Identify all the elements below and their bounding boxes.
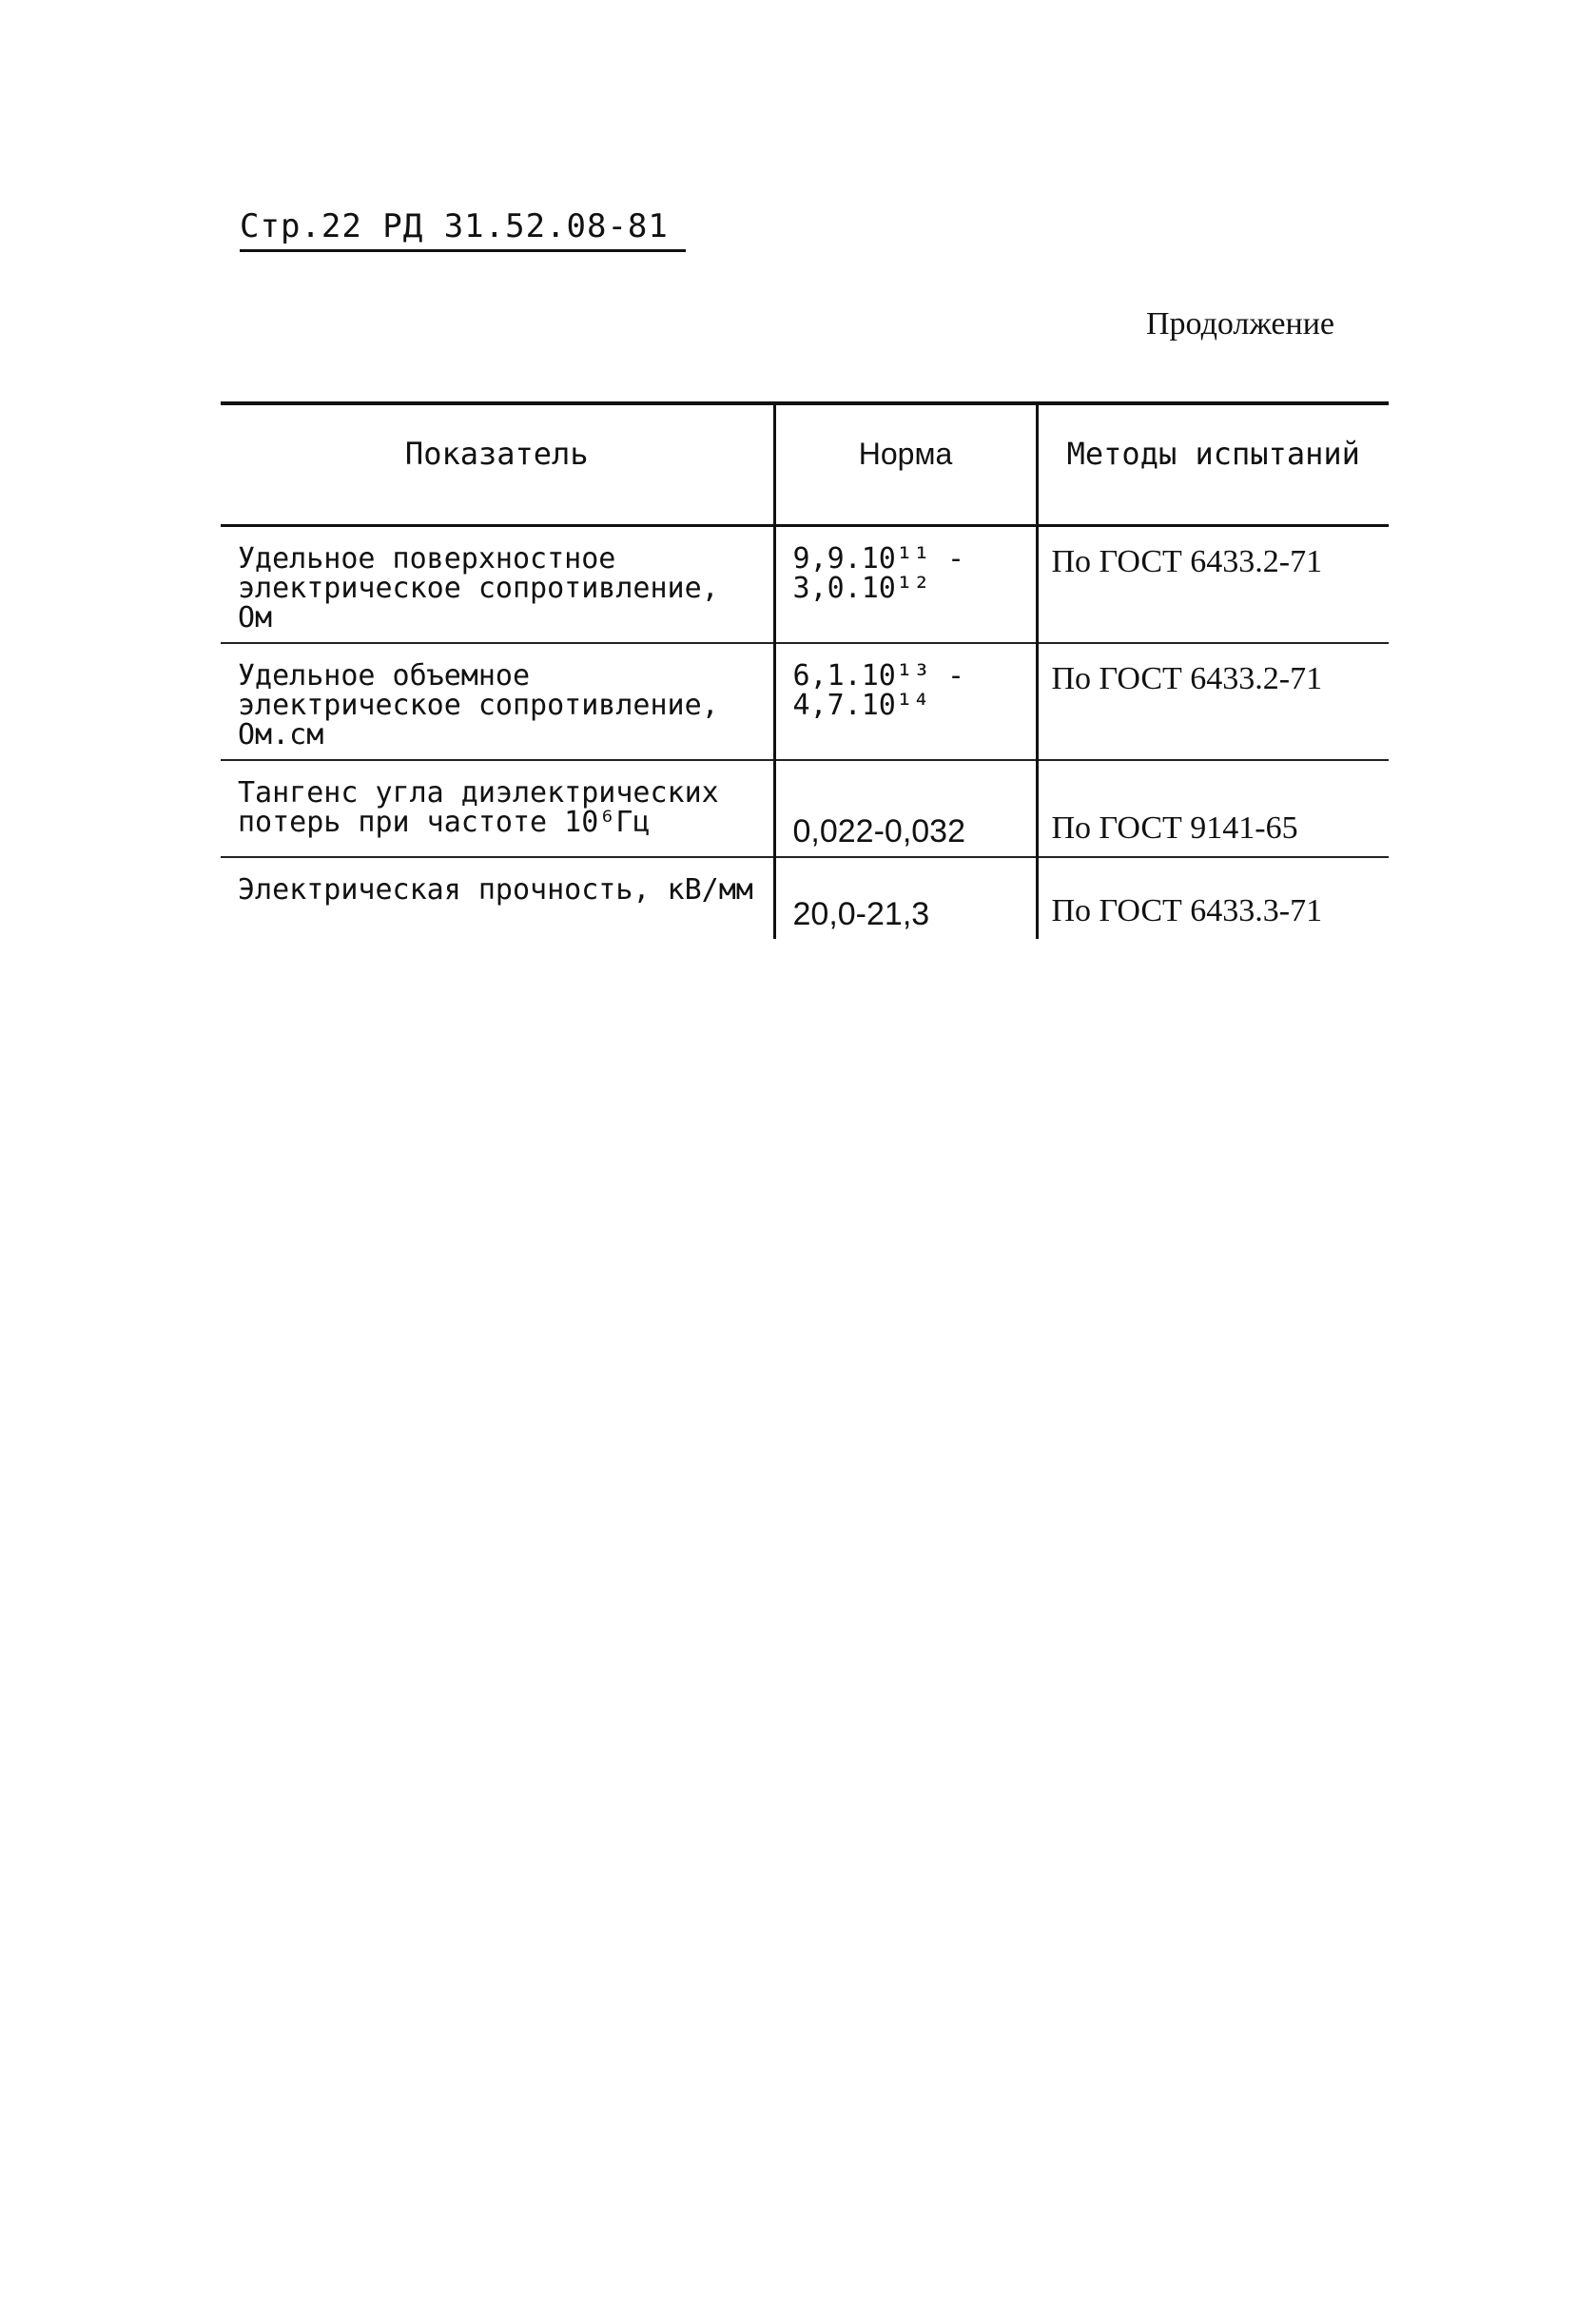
column-header-norm: Норма bbox=[774, 403, 1037, 525]
norm-cell bbox=[774, 525, 1037, 643]
norm-cell: 0,022-0,032 bbox=[774, 760, 1037, 857]
indicator-cell: Тангенс угла диэлектрических потерь при частоте 10⁶Гц bbox=[221, 760, 774, 857]
table-row bbox=[221, 857, 1389, 939]
norm-range-start: 6,1.10¹³ - bbox=[792, 658, 965, 693]
page-header: Стр.22 РД 31.52.08-81 bbox=[240, 207, 686, 252]
indicator-cell: Электрическая прочность, кВ/мм bbox=[238, 872, 753, 907]
norm-range-end: 4,7.10¹⁴ bbox=[792, 688, 930, 722]
table-row bbox=[221, 760, 1389, 857]
method-cell: По ГОСТ 6433.2-71 bbox=[1037, 643, 1389, 760]
specifications-table bbox=[221, 401, 1389, 939]
indicator-cell: Удельное объемное электрическое сопротивление, Ом.см bbox=[221, 643, 774, 760]
column-header-indicator: Показатель bbox=[221, 403, 774, 525]
table-row bbox=[221, 525, 1389, 643]
norm-cell: 20,0-21,3 bbox=[774, 857, 1037, 939]
method-cell: По ГОСТ 6433.2-71 bbox=[1037, 525, 1389, 643]
method-cell: По ГОСТ 9141-65 bbox=[1037, 760, 1389, 857]
norm-range-end: 3,0.10¹² bbox=[792, 571, 930, 605]
norm-range-start: 9,9.10¹¹ - bbox=[792, 541, 965, 576]
continuation-label: Продолжение bbox=[1146, 306, 1335, 342]
indicator-cell: Удельное поверхностное электрическое сопротивление, Ом bbox=[221, 525, 774, 643]
norm-cell bbox=[774, 643, 1037, 760]
table-row bbox=[221, 643, 1389, 760]
column-header-test-methods: Методы испытаний bbox=[1037, 403, 1389, 525]
table-header-row bbox=[221, 403, 1389, 525]
method-cell: По ГОСТ 6433.3-71 bbox=[1037, 857, 1389, 939]
